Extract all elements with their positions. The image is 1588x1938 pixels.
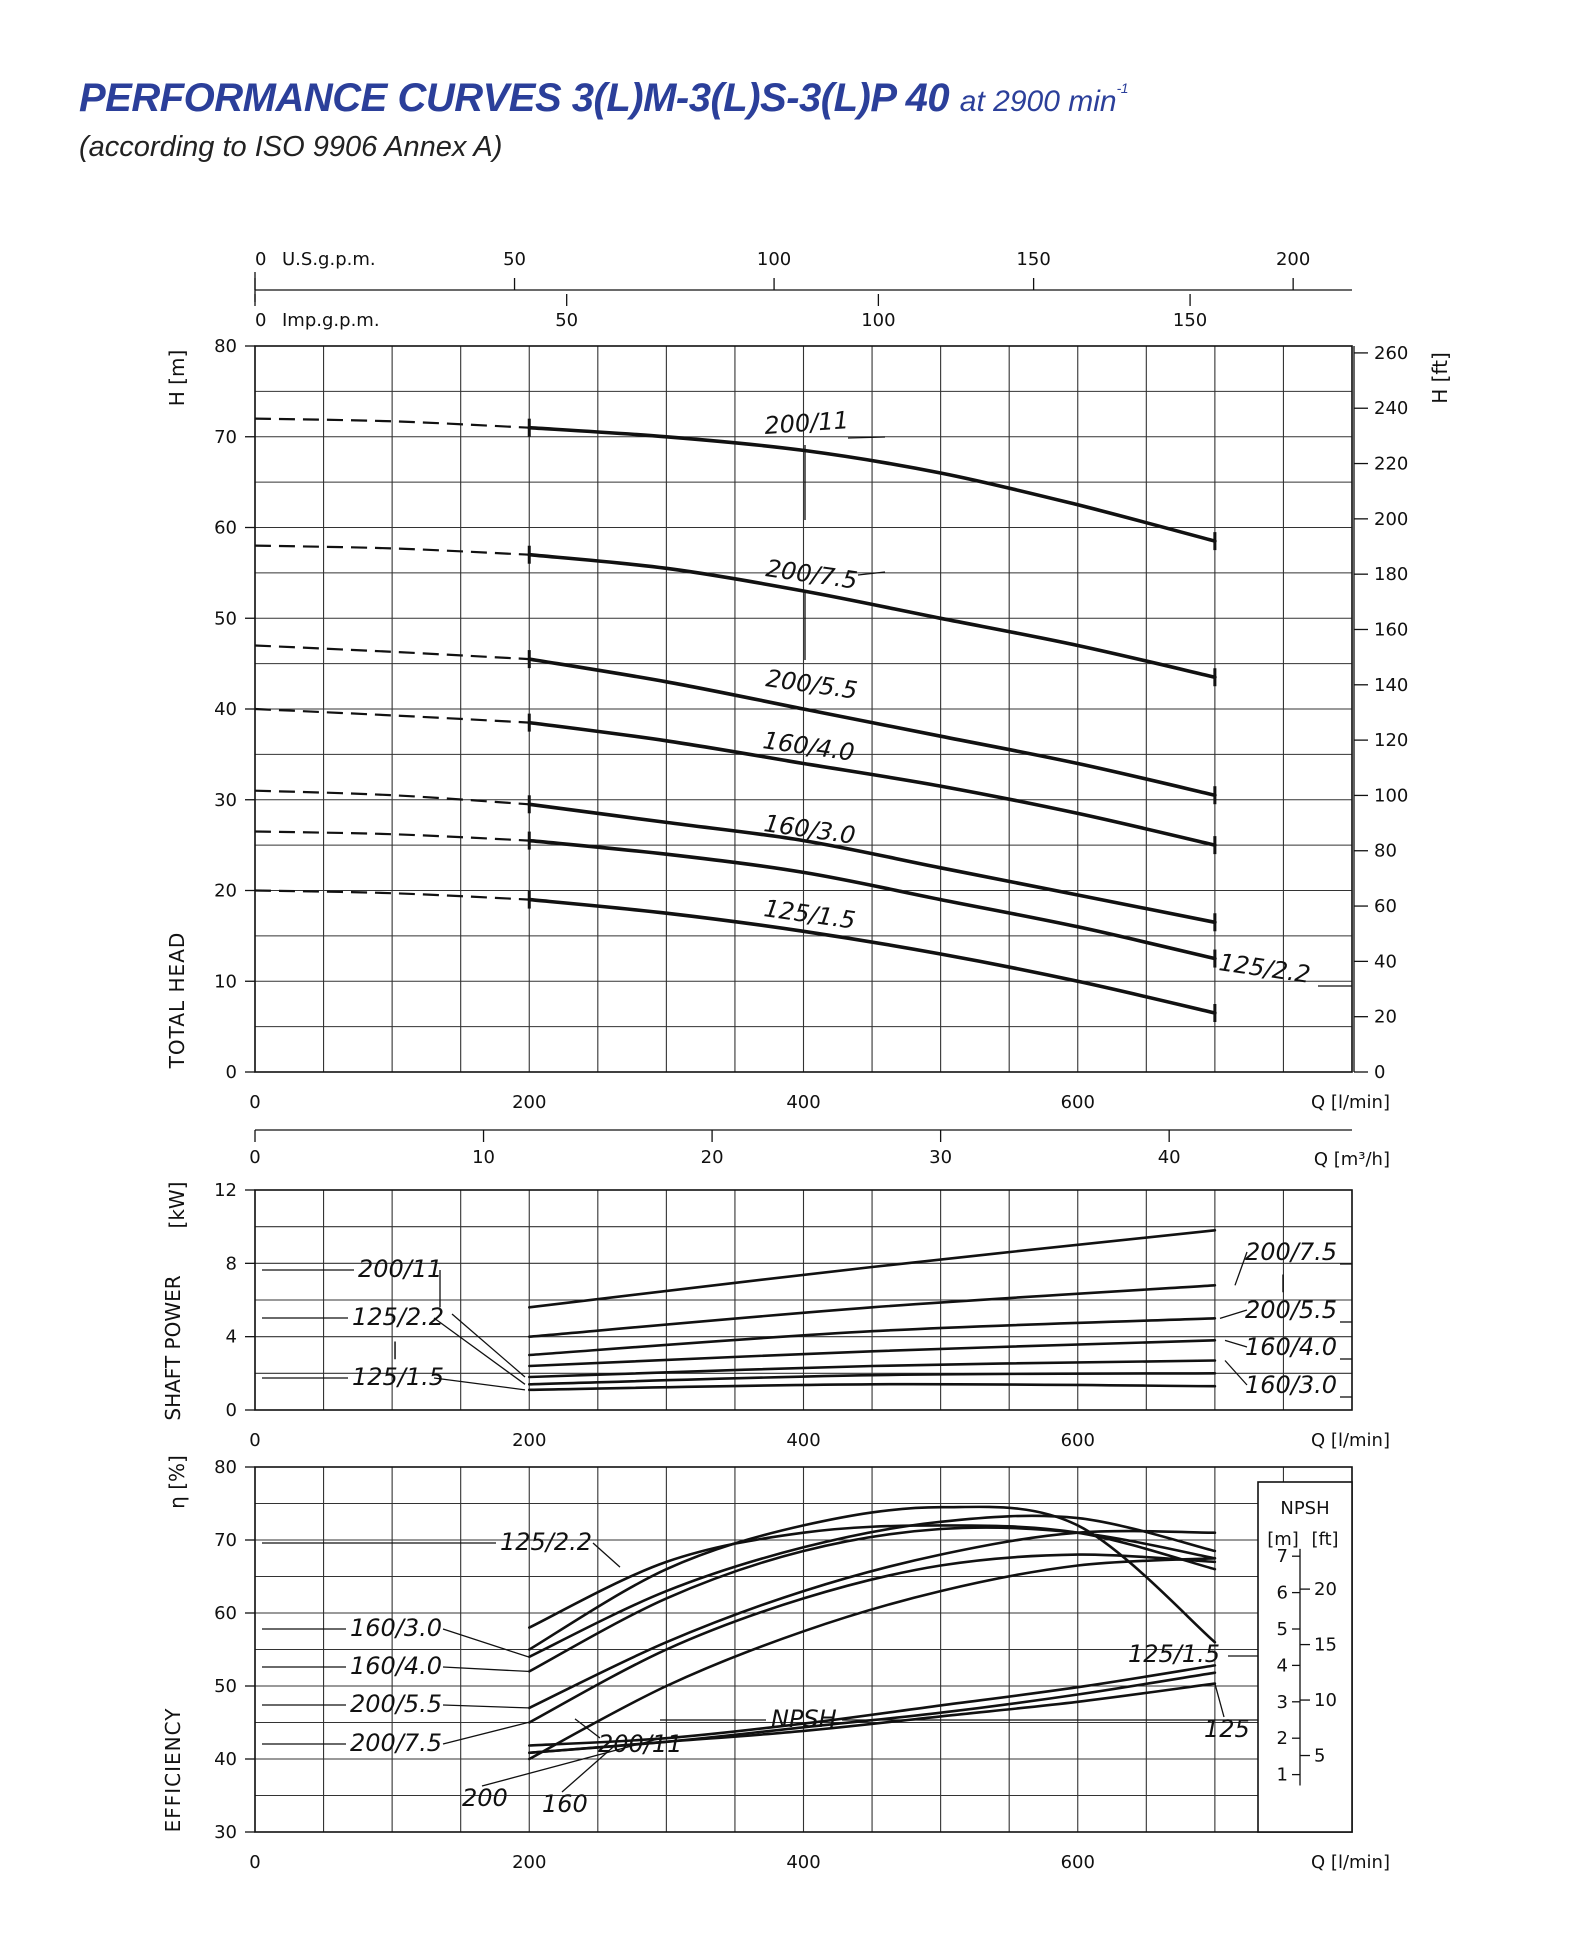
label-leader bbox=[443, 1705, 528, 1708]
head-feet-axis bbox=[1354, 343, 1452, 1083]
m3h-axis bbox=[249, 1130, 1390, 1170]
head-label-leaders bbox=[805, 437, 1352, 986]
m3h-tick-label: 40 bbox=[1157, 1147, 1181, 1168]
efficiency-x-title bbox=[1311, 1852, 1390, 1873]
power-x-title bbox=[1311, 1430, 1390, 1451]
imp-tick-label: 100 bbox=[861, 310, 896, 331]
us-tick-label: 100 bbox=[756, 249, 792, 270]
x-tick-label: 400 bbox=[786, 1092, 821, 1113]
efficiency-labels bbox=[262, 1528, 1258, 1818]
feet-tick-label: 160 bbox=[1374, 619, 1409, 641]
y-tick-label: 0 bbox=[225, 1062, 237, 1083]
efficiency-x-axis bbox=[249, 1852, 1095, 1873]
y-tick-label: 20 bbox=[214, 880, 237, 902]
feet-tick-label: 200 bbox=[1374, 508, 1409, 530]
imp-tick-label: 0 bbox=[255, 310, 267, 331]
npsh-ft-tick-label: 15 bbox=[1314, 1634, 1337, 1656]
x-axis-title: Q [l/min] bbox=[1311, 1092, 1390, 1113]
npsh-m-tick-label: 4 bbox=[1276, 1655, 1288, 1677]
x-tick-label: 600 bbox=[1060, 1430, 1095, 1451]
power-curve-label: 200/7.5 bbox=[1245, 1238, 1338, 1266]
npsh-series-label: 160 bbox=[542, 1790, 588, 1818]
power-curve-label: 125/2.2 bbox=[352, 1303, 445, 1331]
y-tick-label: 60 bbox=[214, 517, 237, 539]
y-tick-label: 4 bbox=[225, 1326, 237, 1348]
efficiency-curve-label: 200/11 bbox=[598, 1730, 683, 1758]
x-tick-label: 0 bbox=[249, 1092, 261, 1113]
imp-axis-title: Imp.g.p.m. bbox=[282, 310, 380, 331]
us-tick-label: 0 bbox=[255, 249, 267, 270]
npsh-unit-ft: [ft] bbox=[1311, 1529, 1339, 1550]
efficiency-y-titles bbox=[161, 1455, 189, 1832]
x-tick-label: 0 bbox=[249, 1852, 261, 1873]
feet-tick-label: 240 bbox=[1374, 398, 1409, 420]
y-tick-label: 30 bbox=[214, 1822, 237, 1843]
efficiency-curve-label: 160/3.0 bbox=[350, 1614, 443, 1642]
label-leader bbox=[434, 1318, 525, 1384]
y-tick-label: 60 bbox=[214, 1603, 237, 1624]
m3h-tick-label: 30 bbox=[929, 1147, 953, 1168]
feet-tick-label: 220 bbox=[1374, 453, 1409, 475]
power-y-titles bbox=[161, 1182, 189, 1421]
y-tick-label: 70 bbox=[214, 1530, 237, 1551]
head-y-axis bbox=[214, 336, 255, 1083]
y-tick-label: 12 bbox=[214, 1180, 237, 1201]
label-leader bbox=[443, 1667, 528, 1671]
top-flow-axes bbox=[255, 249, 1352, 331]
efficiency-curve-label: 200/7.5 bbox=[350, 1729, 443, 1757]
y-tick-label: 10 bbox=[214, 971, 237, 993]
label-leader bbox=[593, 1543, 620, 1567]
npsh-m-tick-label: 6 bbox=[1276, 1582, 1288, 1604]
feet-tick-label: 100 bbox=[1374, 785, 1409, 807]
power-separator: | bbox=[1280, 1272, 1287, 1293]
m3h-tick-label: 10 bbox=[472, 1147, 495, 1168]
y-tick-label: 70 bbox=[214, 426, 237, 448]
m3h-tick-label: 0 bbox=[249, 1147, 261, 1168]
x-axis-title: Q [l/min] bbox=[1311, 1852, 1390, 1873]
power-curve-label: 200/5.5 bbox=[1245, 1296, 1338, 1324]
head-curves bbox=[255, 406, 1312, 1022]
label-leader bbox=[434, 1378, 525, 1390]
label-leader bbox=[1235, 1252, 1247, 1285]
npsh-m-tick-label: 7 bbox=[1276, 1546, 1288, 1568]
head-curve-label: 160/3.0 bbox=[762, 809, 858, 850]
us-axis-title: U.S.g.p.m. bbox=[282, 249, 376, 270]
y-tick-label: 0 bbox=[225, 1400, 237, 1421]
npsh-series-label: 200 bbox=[462, 1784, 508, 1812]
x-tick-label: 600 bbox=[1060, 1852, 1095, 1873]
feet-tick-label: 180 bbox=[1374, 564, 1409, 586]
feet-tick-label: 20 bbox=[1374, 1006, 1397, 1028]
y-tick-label: 50 bbox=[214, 1676, 237, 1697]
efficiency-unit-title: η [%] bbox=[165, 1455, 189, 1509]
feet-tick-label: 140 bbox=[1374, 674, 1409, 696]
label-leader bbox=[443, 1629, 528, 1657]
label-leader bbox=[562, 1746, 614, 1792]
power-x-axis bbox=[249, 1430, 1095, 1451]
y-tick-label: 40 bbox=[214, 699, 237, 720]
x-tick-label: 200 bbox=[512, 1852, 547, 1873]
head-curve-label: 200/11 bbox=[763, 406, 850, 440]
x-axis-title: Q [l/min] bbox=[1311, 1430, 1390, 1451]
head-curve-label: 200/5.5 bbox=[764, 664, 860, 705]
us-tick-label: 200 bbox=[1275, 249, 1311, 270]
m3h-tick-label: 20 bbox=[700, 1147, 724, 1168]
y-tick-label: 80 bbox=[214, 1457, 237, 1478]
head-axis-title: TOTAL HEAD bbox=[165, 931, 189, 1069]
feet-tick-label: 0 bbox=[1374, 1062, 1386, 1083]
power-curve-label: 160/3.0 bbox=[1245, 1371, 1338, 1399]
x-tick-label: 200 bbox=[512, 1092, 547, 1113]
power-curve-label: 160/4.0 bbox=[1245, 1333, 1338, 1361]
feet-axis-title: H [ft] bbox=[1428, 352, 1452, 404]
label-leader bbox=[443, 1723, 528, 1745]
y-tick-label: 30 bbox=[214, 789, 237, 811]
head-unit-title: H [m] bbox=[165, 349, 189, 407]
head-y-titles bbox=[165, 350, 189, 1070]
npsh-box bbox=[1258, 1482, 1352, 1832]
npsh-curve-label: NPSH bbox=[771, 1705, 837, 1733]
label-leader bbox=[452, 1314, 525, 1377]
us-tick-label: 50 bbox=[503, 249, 526, 270]
label-leader bbox=[1215, 1684, 1224, 1717]
imp-tick-label: 50 bbox=[555, 310, 579, 331]
power-unit-title: [kW] bbox=[165, 1181, 189, 1229]
efficiency-curve-label: 200/5.5 bbox=[350, 1690, 443, 1718]
head-curve-label: 200/7.5 bbox=[764, 554, 860, 595]
power-y-axis bbox=[214, 1180, 255, 1421]
label-leader bbox=[1220, 1310, 1247, 1318]
feet-tick-label: 120 bbox=[1374, 730, 1409, 752]
title-superscript: -1 bbox=[1116, 80, 1129, 96]
x-tick-label: 0 bbox=[249, 1430, 261, 1451]
m3h-axis-title: Q [m³/h] bbox=[1313, 1149, 1390, 1170]
power-curve-label: 200/11 bbox=[358, 1255, 443, 1283]
npsh-unit-m: [m] bbox=[1267, 1529, 1299, 1550]
efficiency-curve-label: 125/1.5 bbox=[1128, 1640, 1221, 1668]
head-x-title bbox=[1311, 1092, 1390, 1113]
title-suffix: at 2900 min bbox=[959, 85, 1117, 118]
npsh-ft-tick-label: 5 bbox=[1314, 1745, 1326, 1767]
power-separator: | bbox=[392, 1339, 399, 1360]
efficiency-curve-label: 125/2.2 bbox=[500, 1528, 593, 1556]
title-main: PERFORMANCE CURVES 3(L)M-3(L)S-3(L)P 40 bbox=[79, 76, 950, 120]
y-tick-label: 40 bbox=[214, 1749, 237, 1770]
npsh-ft-tick-label: 10 bbox=[1314, 1690, 1337, 1712]
head-x-axis bbox=[249, 1092, 1095, 1113]
efficiency-axis-title: EFFICIENCY bbox=[161, 1707, 185, 1833]
npsh-m-tick-label: 1 bbox=[1276, 1764, 1288, 1786]
label-leader bbox=[482, 1739, 660, 1786]
efficiency-y-axis bbox=[214, 1457, 255, 1843]
x-tick-label: 400 bbox=[786, 1430, 821, 1451]
npsh-m-tick-label: 2 bbox=[1276, 1728, 1288, 1750]
y-tick-label: 50 bbox=[214, 608, 237, 630]
feet-tick-label: 80 bbox=[1374, 840, 1397, 862]
npsh-m-tick-label: 3 bbox=[1276, 1691, 1288, 1713]
x-tick-label: 400 bbox=[786, 1852, 821, 1873]
npsh-m-tick-label: 5 bbox=[1276, 1619, 1288, 1640]
power-axis-title: SHAFT POWER bbox=[161, 1275, 185, 1421]
npsh-title: NPSH bbox=[1280, 1498, 1330, 1519]
head-curve-label: 160/4.0 bbox=[761, 726, 857, 767]
feet-tick-label: 40 bbox=[1374, 951, 1397, 973]
feet-tick-label: 260 bbox=[1374, 342, 1409, 364]
npsh-ft-tick-label: 20 bbox=[1314, 1579, 1337, 1601]
head-curve-label: 125/2.2 bbox=[1217, 948, 1313, 989]
y-tick-label: 80 bbox=[214, 336, 237, 357]
power-curve-label: 125/1.5 bbox=[352, 1363, 445, 1391]
label-leader bbox=[1225, 1361, 1247, 1386]
efficiency-curve-label: 160/4.0 bbox=[350, 1652, 443, 1680]
x-tick-label: 200 bbox=[512, 1430, 547, 1451]
feet-tick-label: 60 bbox=[1374, 896, 1397, 918]
us-tick-label: 150 bbox=[1016, 249, 1051, 270]
head-curve-label: 125/1.5 bbox=[762, 894, 858, 935]
y-tick-label: 8 bbox=[225, 1253, 237, 1275]
chart-subtitle: (according to ISO 9906 Annex A) bbox=[79, 131, 503, 163]
npsh-series-label: 125 bbox=[1204, 1715, 1250, 1743]
label-leader bbox=[1225, 1340, 1247, 1347]
x-tick-label: 600 bbox=[1060, 1092, 1095, 1113]
imp-tick-label: 150 bbox=[1172, 310, 1208, 331]
